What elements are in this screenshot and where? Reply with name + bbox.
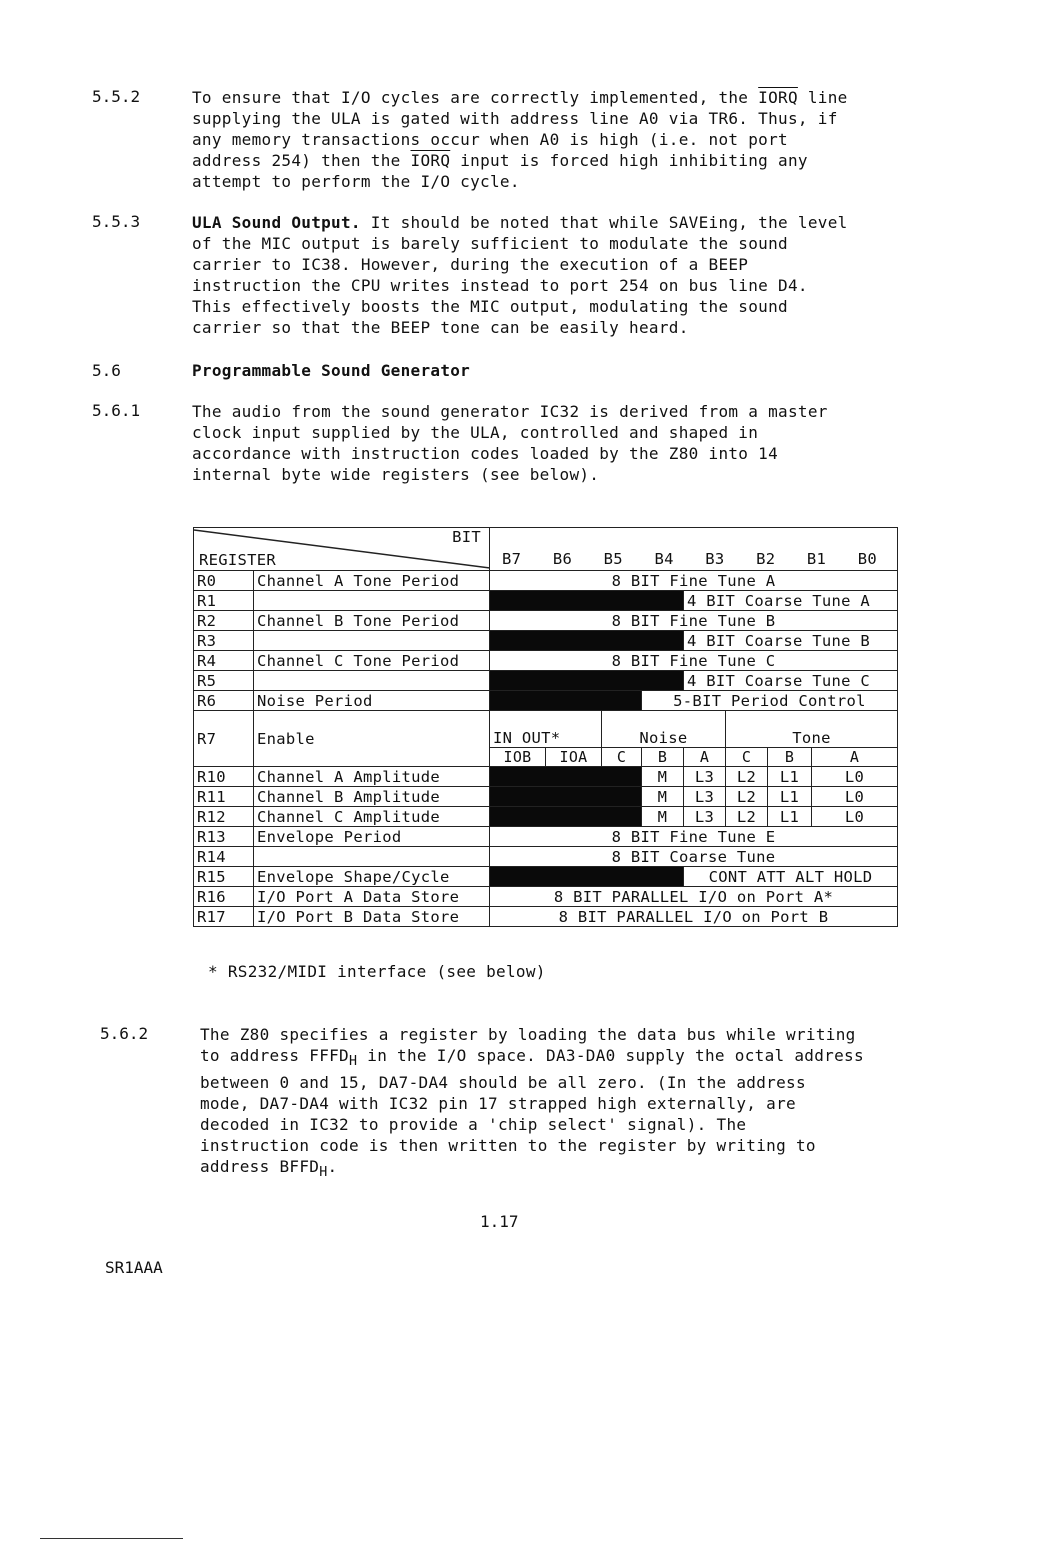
register-id: R5 [194, 671, 254, 691]
register-name: Channel A Tone Period [254, 571, 490, 591]
enable-bit: C [602, 748, 642, 767]
header-bits-cell [490, 528, 898, 571]
register-row-r2 [194, 611, 898, 631]
enable-bit: B [642, 748, 684, 767]
text-line: attempt to perform the I/O cycle. [192, 172, 520, 191]
enable-bit: A [684, 748, 726, 767]
register-value: 8 BIT Coarse Tune [490, 847, 898, 867]
register-name [254, 847, 490, 867]
enable-bit: C [726, 748, 768, 767]
text-line: decoded in IC32 to provide a 'chip select' signal). The [200, 1115, 747, 1135]
text-line: between 0 and 15, DA7-DA4 should be all zero. (In the address [200, 1073, 806, 1093]
register-value: 4 BIT Coarse Tune A [684, 591, 898, 611]
register-id: R4 [194, 651, 254, 671]
subscript: H [349, 1054, 358, 1070]
paragraph-5-6-2 [200, 1024, 920, 1183]
register-row-r0 [194, 571, 898, 591]
amplitude-bit: L3 [684, 767, 726, 787]
register-row-r13 [194, 827, 898, 847]
unused-bits [490, 591, 684, 611]
register-id: R17 [194, 907, 254, 927]
text-line: instruction the CPU writes instead to port 254 on bus line D4. [192, 276, 808, 295]
text-line: any memory transactions occur when A0 is high (i.e. not port [192, 130, 788, 149]
register-id: R14 [194, 847, 254, 867]
bit-label-b4: B4 [654, 550, 674, 568]
amplitude-bit: L0 [812, 807, 898, 827]
table-header-row [194, 528, 898, 571]
register-row-r6 [194, 691, 898, 711]
text-line: This effectively boosts the MIC output, modulating the sound [192, 297, 788, 316]
amplitude-bit: M [642, 787, 684, 807]
in-out-label: IN OUT* [490, 711, 602, 748]
register-id: R7 [194, 711, 254, 767]
register-id: R15 [194, 867, 254, 887]
text-line: carrier so that the BEEP tone can be easily heard. [192, 318, 689, 337]
register-id: R16 [194, 887, 254, 907]
text-line: internal byte wide registers (see below). [192, 465, 600, 484]
amplitude-bit: L1 [768, 787, 812, 807]
section-number: 5.6 [92, 361, 121, 380]
text-line: address 254) then the IORQ input is forced high inhibiting any [192, 151, 808, 170]
register-row-r1 [194, 591, 898, 611]
bit-label-b3: B3 [705, 550, 725, 568]
unused-bits [490, 691, 642, 711]
register-value: 5-BIT Period Control [642, 691, 898, 711]
enable-bit: B [768, 748, 812, 767]
register-id: R6 [194, 691, 254, 711]
register-rows [194, 571, 898, 927]
text-line: instruction code is then written to the register by writing to [200, 1136, 816, 1156]
section-number: 5.6.2 [100, 1024, 149, 1043]
register-name: I/O Port B Data Store [254, 907, 490, 927]
register-row-r17 [194, 907, 898, 927]
text-line: To ensure that I/O cycles are correctly implemented, the IORQ line [192, 88, 848, 107]
footnote: * RS232/MIDI interface (see below) [208, 962, 546, 981]
text-line: The audio from the sound generator IC32 is derived from a master [192, 402, 828, 421]
bit-label-b2: B2 [756, 550, 776, 568]
text-line: clock input supplied by the ULA, controlled and shaped in [192, 423, 759, 442]
unused-bits [490, 671, 684, 691]
text-line: accordance with instruction codes loaded by the Z80 into 14 [192, 444, 779, 463]
register-name [254, 671, 490, 691]
overlined-signal: IORQ [758, 88, 798, 107]
bit-label-b1: B1 [806, 550, 827, 568]
register-name: Channel C Tone Period [254, 651, 490, 671]
text-line: to address $FFFD_H$ in the I/O space. DA3-DA0 supply the octal address [200, 1046, 864, 1070]
paragraph-5-6-1 [192, 401, 912, 485]
text-line: The Z80 specifies a register by loading the data bus while writing [200, 1025, 856, 1044]
register-id: R11 [194, 787, 254, 807]
unused-bits [490, 787, 642, 807]
enable-bit: IOA [546, 748, 602, 767]
unused-bits [490, 867, 684, 887]
register-row-r11 [194, 787, 898, 807]
register-id: R12 [194, 807, 254, 827]
register-label: REGISTER [199, 551, 277, 569]
text-line: address $BFFD_H$. [200, 1157, 338, 1181]
unused-bits [490, 807, 642, 827]
register-row-r14 [194, 847, 898, 867]
register-value: 8 BIT PARALLEL I/O on Port A* [490, 887, 898, 907]
text-line: ULA Sound Output. It should be noted that while SAVEing, the level [192, 213, 848, 232]
amplitude-bit: L3 [684, 787, 726, 807]
section-number: 5.6.1 [92, 401, 141, 420]
bit-label-b5: B5 [603, 550, 623, 568]
enable-bit: A [812, 748, 898, 767]
register-row-r3 [194, 631, 898, 651]
register-name: Channel B Amplitude [254, 787, 490, 807]
overlined-signal: IORQ [410, 151, 451, 170]
register-value: 4 BIT Coarse Tune B [684, 631, 898, 651]
register-id: R0 [194, 571, 254, 591]
amplitude-bit: L2 [726, 767, 768, 787]
register-id: R3 [194, 631, 254, 651]
header-corner-cell [194, 528, 490, 571]
enable-bit: IOB [490, 748, 546, 767]
register-table [193, 527, 898, 927]
register-name: Channel B Tone Period [254, 611, 490, 631]
register-value: 8 BIT Fine Tune C [490, 651, 898, 671]
page-number: 1.17 [480, 1212, 519, 1231]
bit-label-b6: B6 [552, 550, 573, 568]
amplitude-bit: L1 [768, 767, 812, 787]
bit-labels [490, 530, 897, 568]
register-name [254, 591, 490, 611]
unused-bits [490, 767, 642, 787]
amplitude-bit: M [642, 807, 684, 827]
section-heading: Programmable Sound Generator [192, 361, 471, 380]
unused-bits [490, 631, 684, 651]
register-value: 8 BIT Fine Tune A [490, 571, 898, 591]
text-line: supplying the ULA is gated with address line A0 via TR6. Thus, if [192, 109, 838, 128]
amplitude-bit: L1 [768, 807, 812, 827]
register-id: R13 [194, 827, 254, 847]
amplitude-bit: L0 [812, 787, 898, 807]
amplitude-bit: L2 [726, 807, 768, 827]
register-value: CONT ATT ALT HOLD [684, 867, 898, 887]
tone-label: Tone [726, 711, 898, 748]
register-name: Noise Period [254, 691, 490, 711]
register-id: R2 [194, 611, 254, 631]
register-value: 8 BIT PARALLEL I/O on Port B [490, 907, 898, 927]
text-line: of the MIC output is barely sufficient to modulate the sound [192, 234, 788, 253]
section-number: 5.5.3 [92, 212, 141, 231]
document-reference: SR1AAA [105, 1258, 163, 1277]
register-row-r10 [194, 767, 898, 787]
register-value: 8 BIT Fine Tune B [490, 611, 898, 631]
register-name: Envelope Shape/Cycle [254, 867, 490, 887]
register-row-r16 [194, 887, 898, 907]
register-name: Channel C Amplitude [254, 807, 490, 827]
bit-label: BIT [452, 528, 481, 546]
register-row-r5 [194, 671, 898, 691]
section-number: 5.5.2 [92, 87, 141, 106]
subscript: H [319, 1165, 328, 1181]
register-value: 8 BIT Fine Tune E [490, 827, 898, 847]
amplitude-bit: L2 [726, 787, 768, 807]
text-line: mode, DA7-DA4 with IC32 pin 17 strapped high externally, are [200, 1094, 796, 1114]
paragraph-5-5-2 [192, 87, 912, 192]
register-value: 4 BIT Coarse Tune C [684, 671, 898, 691]
register-id: R1 [194, 591, 254, 611]
bit-label-b0: B0 [857, 550, 877, 568]
paragraph-5-5-3 [192, 212, 912, 338]
amplitude-bit: M [642, 767, 684, 787]
bit-label-b7: B7 [502, 550, 522, 568]
text-line: carrier to IC38. However, during the execution of a BEEP [192, 255, 749, 274]
register-row-r7 [194, 711, 898, 748]
register-row-r4 [194, 651, 898, 671]
register-name: Enable [254, 711, 490, 767]
register-name: Envelope Period [254, 827, 490, 847]
register-name: Channel A Amplitude [254, 767, 490, 787]
register-row-r15 [194, 867, 898, 887]
amplitude-bit: L3 [684, 807, 726, 827]
noise-label: Noise [602, 711, 726, 748]
register-name: I/O Port A Data Store [254, 887, 490, 907]
register-name [254, 631, 490, 651]
bold-run: ULA Sound Output. [192, 213, 361, 232]
register-id: R10 [194, 767, 254, 787]
amplitude-bit: L0 [812, 767, 898, 787]
register-row-r12 [194, 807, 898, 827]
footer-rule [40, 1538, 183, 1539]
